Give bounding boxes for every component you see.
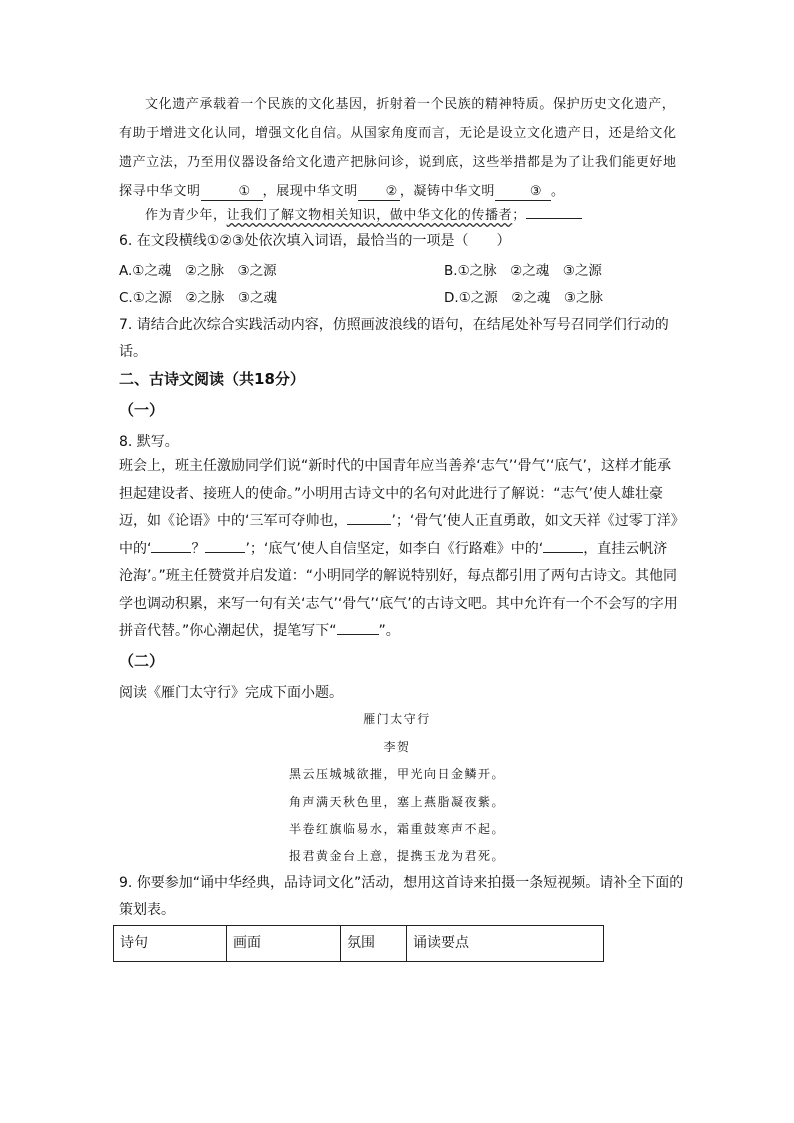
table-header-cell: 氛围 [341,926,407,962]
planning-table [113,925,604,962]
table-header-cell: 诗句 [114,926,227,962]
passage-text: 文化遗产承载着一个民族的文化基因，折射着一个民族的精神特质。保护历史文化遗产，有助于增进文化认同，增强文化自信。从国家角度而言，无论是设立文化遗产日，还是给文化遗产立法，乃至用仪器设备给文化遗产把脉问诊，说到底，这些举措都是为了让我们能更好地探寻中华文明 [119,97,677,199]
answer-blank-q7[interactable] [526,218,582,219]
blank-q8-2[interactable] [151,552,191,553]
option-c[interactable]: C.①之源 ②之脉 ③之魂 [119,290,278,306]
poem-line-1: 黑云压城城欲摧，甲光向日金鳞开。 [288,767,505,781]
question-8-title: 8. 默写。 [119,434,179,450]
section-2-title: 二、古诗文阅读（共18分） [119,370,305,388]
question-9-stem: 9. 你要参加“诵中华经典，品诗词文化”活动，想用这首诗来拍摄一条短视频。请补全下面的策划表。 [119,875,684,918]
passage-paragraph-2: 作为青少年，让我们了解文物相关知识，做中华文化的传播者； [119,201,679,230]
poem-line-2: 角声满天秋色里，塞上燕脂凝夜紫。 [288,795,505,809]
wavy-underlined-sentence: 让我们了解文物相关知识，做中华文化的传播者 [226,208,513,223]
poem-line-4: 报君黄金台上意，提携玉龙为君死。 [288,849,505,863]
blank-1[interactable]: ① [201,184,263,201]
poem-line-3: 半卷红旗临易水，霜重鼓寒声不起。 [288,822,505,836]
poem-title: 雁门太守行 [363,712,431,726]
option-a[interactable]: A.①之魂 ②之脉 ③之源 [119,263,277,279]
poem-author: 李贺 [383,740,411,754]
blank-q8-3[interactable] [205,552,245,553]
part-1-label: （一） [119,401,165,419]
passage-paragraph-1: 文化遗产承载着一个民族的文化基因，折射着一个民族的精神特质。保护历史文化遗产，有助于增进文化认同，增强文化自信。从国家角度而言，无论是设立文化遗产日，还是给文化遗产立法，乃至用仪器设备给文化遗产把脉问诊，说到底，这些举措都是为了让我们能更好地探寻中华文明 ① ，展现中华文明 ② ，凝铸中华文明 ③ 。 [119,97,677,199]
blank-2[interactable]: ② [358,184,400,201]
blank-q8-4[interactable] [543,552,583,553]
option-b[interactable]: B.①之脉 ②之魂 ③之源 [444,263,602,279]
reading-intro: 阅读《雁门太守行》完成下面小题。 [119,685,343,701]
question-8-body: 班会上，班主任激励同学们说“新时代的中国青年应当善养‘志气’‘骨气’‘底气’，这样才能承担起建设者、接班人的使命。”小明用古诗文中的名句对此进行了解说：“志气’使人雄壮豪迈，如《论语》中的‘三军可夺帅也， ’；‘骨气’使人正直勇敢，如文天祥《过零丁洋》中的‘ ？ ’；‘底气’使人自信坚定，如李白《行路难》中的‘ ，直挂云帆济沧海’。”班主任赞赏并启发道：“小明同学的解说特别好，每点都引用了两句古诗文。其他同学也调动积累，来写一句有关‘志气’‘骨气’‘底气’的古诗文吧。其中允许有一个不会写的字用拼音代替。”你心潮起伏，提笔写下“ ”。 [119,458,678,639]
table-header-cell: 画面 [227,926,341,962]
question-6-stem: 6. 在文段横线①②③处依次填入词语，最恰当的一项是（ ） [119,233,511,249]
blank-3[interactable]: ③ [495,184,551,201]
blank-q8-1[interactable] [347,524,391,525]
option-d[interactable]: D.①之源 ②之魂 ③之脉 [444,290,603,306]
part-2-label: （二） [119,652,165,670]
table-header-row [114,926,604,962]
table-header-cell: 诵读要点 [407,926,604,962]
blank-q8-5[interactable] [337,634,379,635]
question-7-stem: 7. 请结合此次综合实践活动内容，仿照画波浪线的语句，在结尾处补写号召同学们行动的话。 [119,317,669,360]
